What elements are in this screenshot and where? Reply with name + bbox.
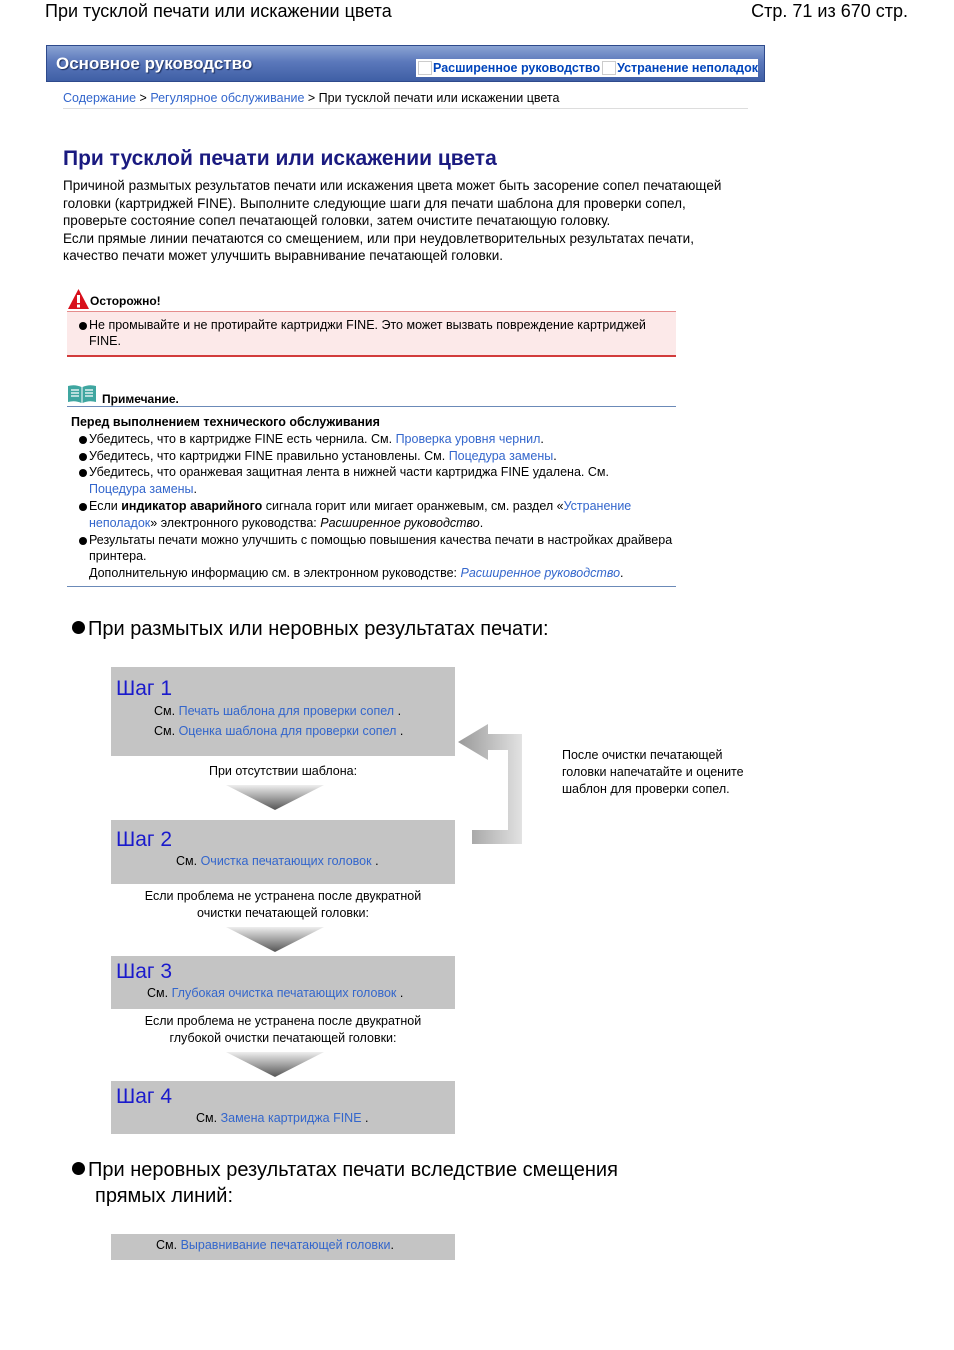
down-arrow-icon	[226, 783, 324, 811]
period: .	[399, 724, 404, 738]
step-condition	[111, 888, 455, 922]
advanced-guide-name: Расширенное руководство	[320, 515, 480, 530]
step-condition-line: Если проблема не устранена после двукратной	[144, 889, 422, 903]
note-item-text: » электронного руководства:	[150, 515, 317, 530]
step-condition	[111, 1013, 455, 1047]
period: .	[390, 1238, 394, 1252]
troubleshooting-link[interactable]: Устранение неполадок	[617, 61, 758, 75]
head-alignment-link[interactable]: Выравнивание печатающей головки	[180, 1238, 391, 1252]
period: .	[620, 566, 624, 581]
down-arrow-icon	[226, 1050, 324, 1078]
square-icon	[602, 61, 616, 75]
period: .	[193, 482, 198, 497]
breadcrumb	[63, 90, 748, 109]
step-title: Шаг 1	[116, 677, 173, 700]
see-label: См.	[176, 854, 198, 868]
banner-title: Основное руководство	[56, 54, 253, 73]
manual-banner	[46, 45, 765, 82]
warning-icon	[67, 288, 90, 310]
step-box	[111, 1081, 455, 1134]
note-item-text: Убедитесь, что картриджи FINE правильно установлены. См.	[89, 448, 446, 463]
bullet-icon	[72, 621, 85, 634]
step-title: Шаг 2	[116, 828, 173, 851]
banner-links	[416, 59, 758, 77]
note-item-text: сигнала горит или мигает оранжевым, см. раздел «	[265, 498, 564, 513]
caution-text: Не промывайте и не протирайте картриджи FINE. Это может вызвать повреждение картриджей FINE.	[79, 317, 668, 349]
step-box	[111, 667, 455, 756]
step-reference	[196, 1111, 369, 1125]
advanced-guide-link[interactable]: Расширенное руководство	[460, 566, 621, 581]
period: .	[397, 704, 402, 718]
bullet-icon	[72, 1162, 85, 1175]
see-label: См.	[156, 1238, 178, 1252]
note-item-text: Убедитесь, что в картридже FINE есть чернила. См.	[89, 431, 393, 446]
step-reference	[154, 704, 401, 718]
note-item	[79, 464, 676, 498]
breadcrumb-separator: >	[304, 91, 319, 105]
step-reference	[154, 724, 403, 738]
step-condition: При отсутствии шаблона:	[208, 764, 358, 778]
replacement-procedure-link[interactable]: Поцедура замены	[448, 448, 554, 463]
book-icon	[67, 384, 97, 404]
document-title: При тусклой печати или искажении цвета	[45, 1, 392, 21]
examine-nozzle-check-link[interactable]: Оценка шаблона для проверки сопел	[178, 724, 397, 738]
step-title: Шаг 3	[116, 960, 173, 983]
period: .	[375, 854, 379, 868]
note-item	[79, 532, 676, 582]
note-title: Примечание.	[102, 392, 179, 406]
note-box	[67, 384, 676, 587]
see-label: См.	[154, 724, 176, 738]
replace-fine-cartridge-link[interactable]: Замена картриджа FINE	[220, 1111, 362, 1125]
period: .	[399, 986, 404, 1000]
note-item	[79, 498, 676, 532]
step-condition-line: очистки печатающей головки:	[197, 906, 369, 920]
step-reference	[156, 1238, 394, 1252]
period: .	[479, 515, 484, 530]
note-item-text: Если	[89, 498, 118, 513]
replacement-procedure-link[interactable]: Поцедура замены	[89, 482, 194, 497]
step-box	[111, 820, 455, 884]
see-label: См.	[196, 1111, 218, 1125]
breadcrumb-current: При тусклой печати или искажении цвета	[318, 91, 560, 105]
step-condition-line: Если проблема не устранена после двукратной	[144, 1014, 422, 1028]
deep-cleaning-link[interactable]: Глубокая очистка печатающих головок	[171, 986, 397, 1000]
note-subtitle: Перед выполнением технического обслуживания	[71, 415, 380, 429]
section-title: При неровных результатах печати вследствие смещения	[88, 1159, 618, 1181]
intro-paragraph: Причиной размытых результатов печати или искажения цвета может быть засорение сопел печатающей головки (картриджей FINE). Выполните следующие шаги для печати шаблона для проверки сопел, проверьте состояние сопел печатающей головки, затем очистите печатающую головку.	[63, 178, 722, 229]
ink-level-link[interactable]: Проверка уровня чернил	[395, 431, 541, 446]
note-item-text: Убедитесь, что оранжевая защитная лента в нижней части картриджа FINE удалена. См.	[89, 465, 609, 480]
step-box	[111, 956, 455, 1009]
note-item-text: Результаты печати можно улучшить с помощью повышения качества печати в настройках драйвера принтера.	[89, 532, 673, 564]
note-item	[79, 431, 676, 448]
down-arrow-icon	[226, 925, 324, 953]
step-title: Шаг 4	[116, 1085, 173, 1108]
breadcrumb-separator: >	[136, 91, 151, 105]
page-counter: Стр. 71 из 670 стр.	[751, 1, 908, 21]
see-label: См.	[147, 986, 169, 1000]
breadcrumb-contents-link[interactable]: Содержание	[63, 91, 137, 105]
caution-title: Осторожно!	[90, 294, 161, 308]
troubleshooting-section-link[interactable]: Устранение неполадок	[89, 498, 632, 530]
period: .	[365, 1111, 369, 1125]
section-heading	[72, 1157, 618, 1209]
intro-paragraph: Если прямые линии печатаются со смещением, или при неудовлетворительных результатах печати, качество печати может улучшить выравнивание печатающей головки.	[63, 230, 694, 264]
step-box	[111, 1234, 455, 1260]
return-arrow-icon	[456, 722, 524, 846]
intro-text	[63, 177, 723, 265]
step-condition-line: глубокой очистки печатающей головки:	[169, 1031, 397, 1045]
section-heading	[72, 616, 549, 642]
caution-box	[67, 288, 676, 357]
note-item	[79, 448, 676, 465]
head-cleaning-link[interactable]: Очистка печатающих головок	[200, 854, 372, 868]
step-reference	[176, 854, 379, 868]
side-note: После очистки печатающей головки напечатайте и оцените шаблон для проверки сопел.	[562, 748, 744, 796]
page-title: При тусклой печати или искажении цвета	[63, 147, 497, 170]
square-icon	[418, 61, 432, 75]
see-label: См.	[154, 704, 176, 718]
period: .	[540, 431, 544, 446]
alarm-indicator-text: индикатор аварийного	[121, 498, 263, 513]
print-nozzle-check-link[interactable]: Печать шаблона для проверки сопел	[178, 704, 395, 718]
section-title: При размытых или неровных результатах печати:	[88, 618, 549, 640]
breadcrumb-maintenance-link[interactable]: Регулярное обслуживание	[150, 91, 305, 105]
step-reference	[147, 986, 403, 1000]
period: .	[553, 448, 557, 463]
section-title: прямых линий:	[95, 1185, 234, 1207]
note-item-text: Дополнительную информацию см. в электронном руководстве:	[89, 566, 458, 581]
advanced-guide-link[interactable]: Расширенное руководство	[433, 61, 601, 75]
